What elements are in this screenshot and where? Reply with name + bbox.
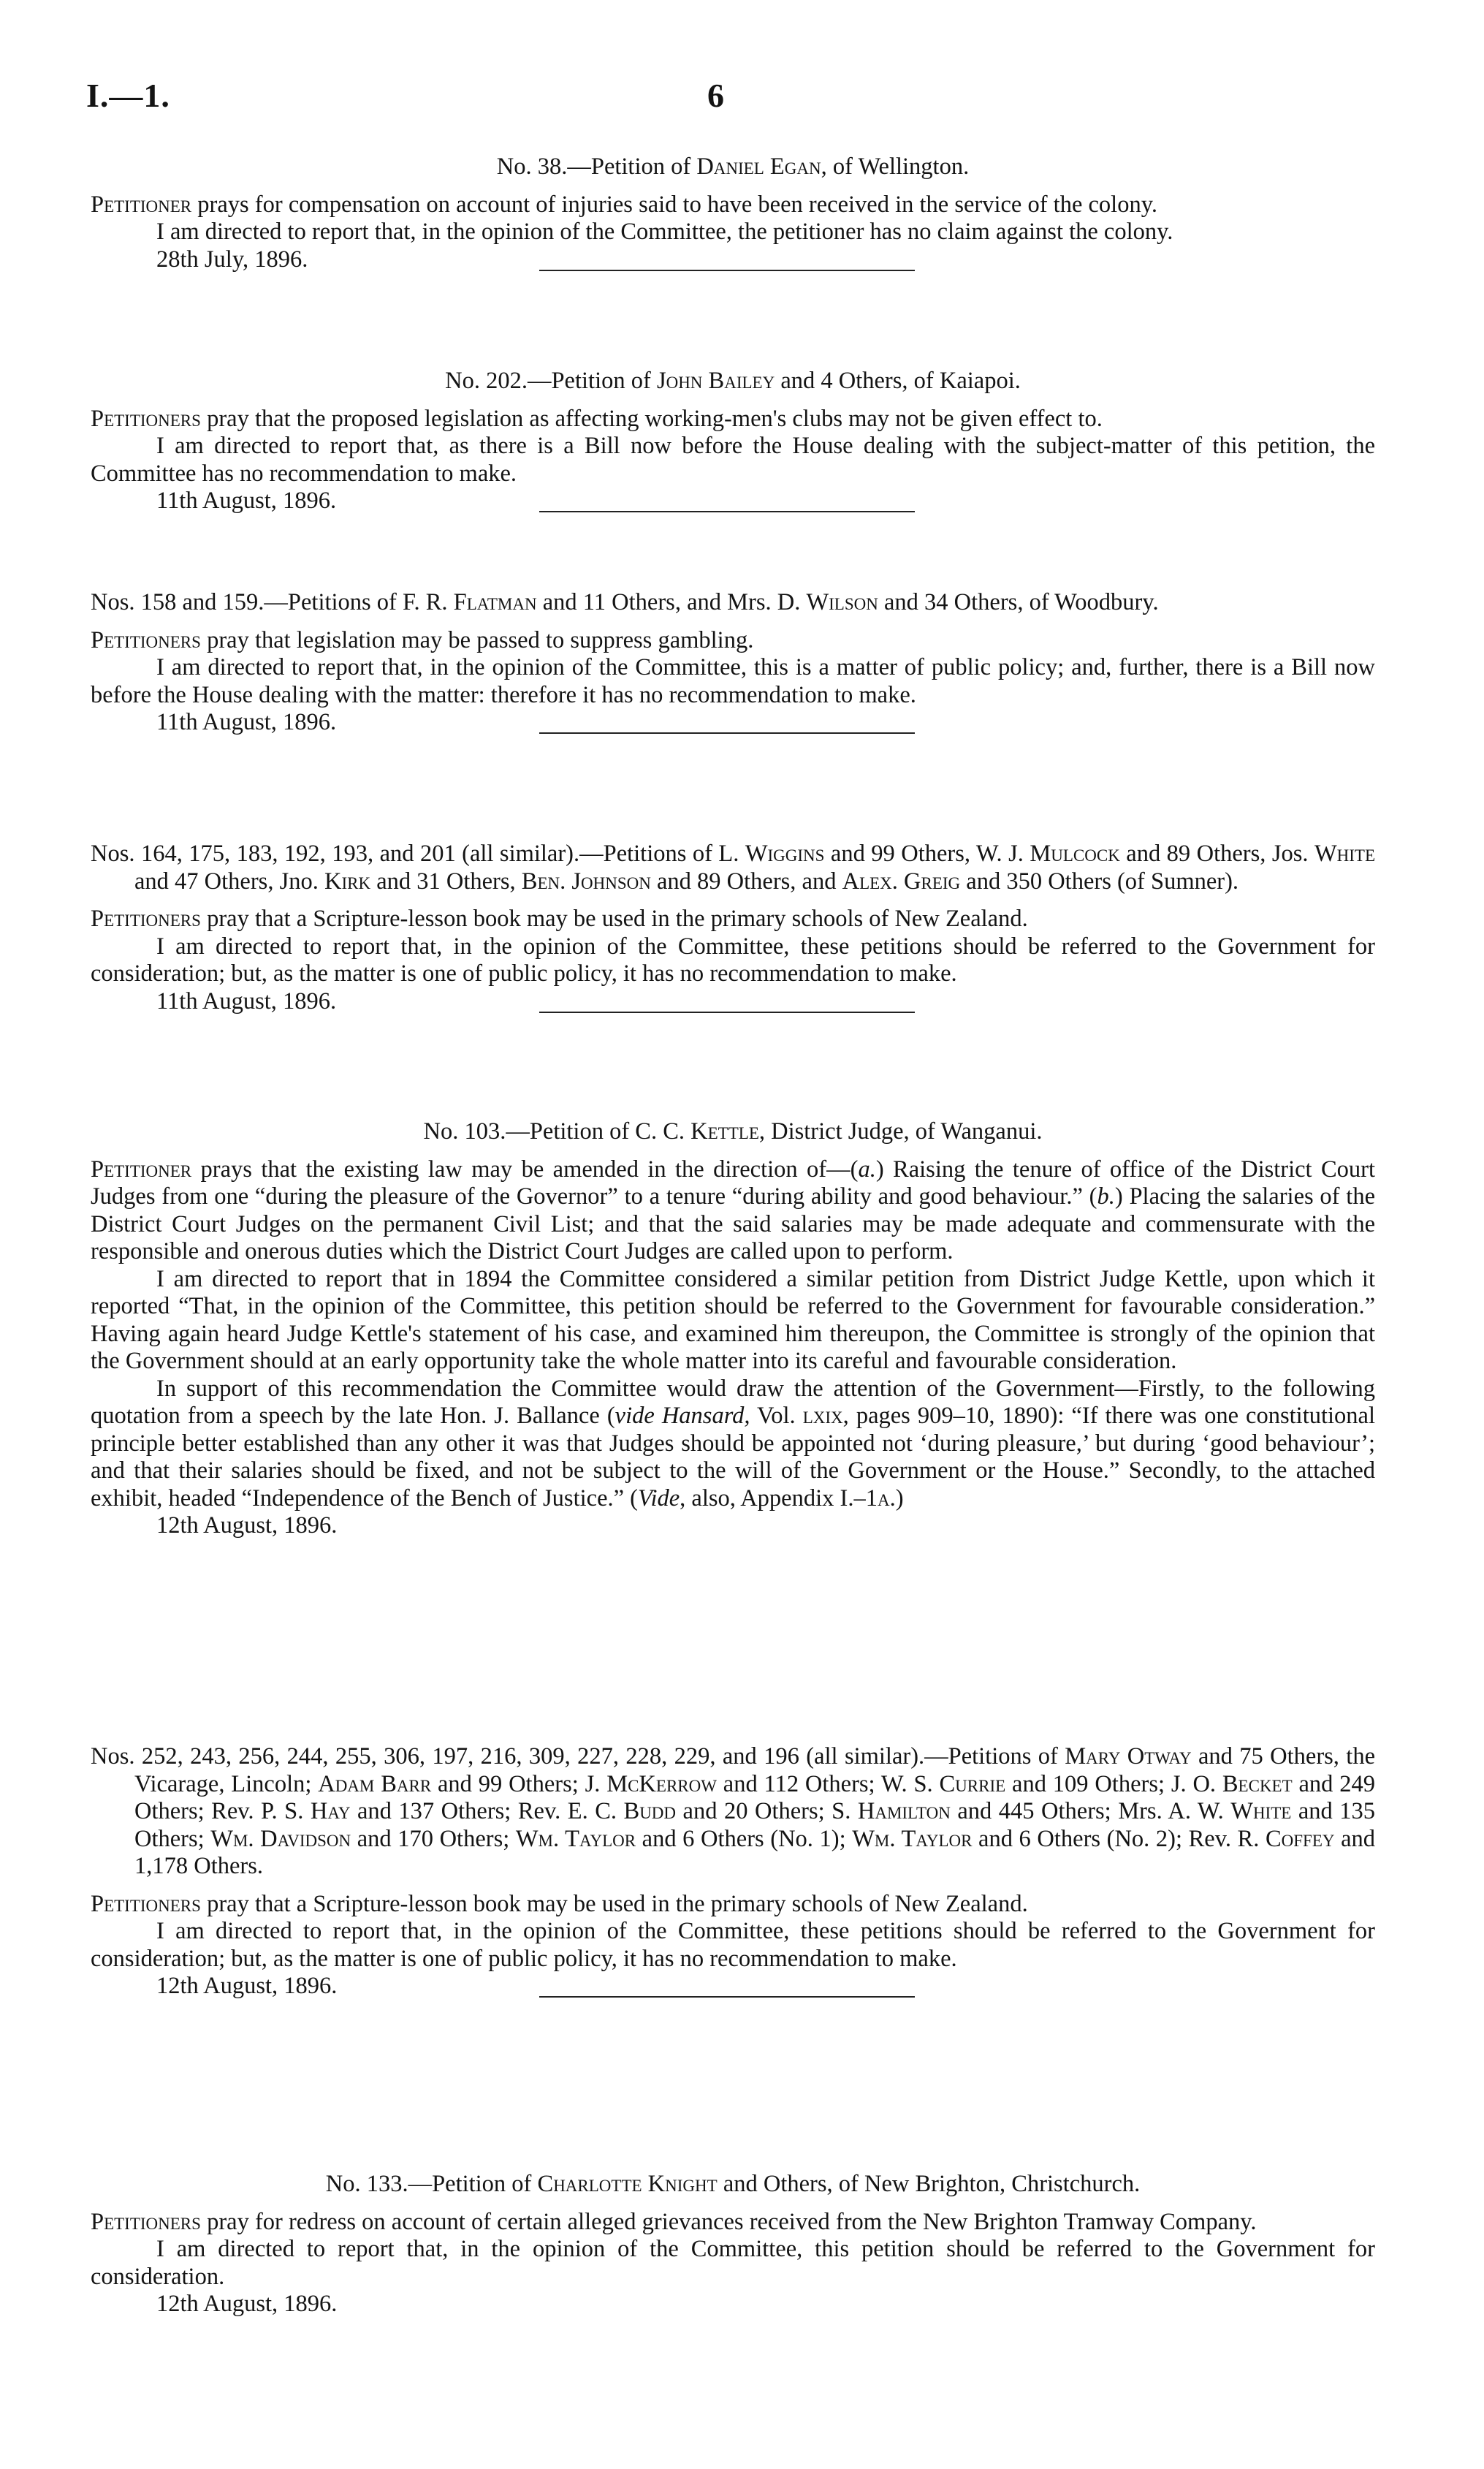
petition-prayer: Petitioners pray that a Scripture-lesson book may be used in the primary schools of New Zealand.	[91, 1890, 1028, 1917]
petition-prayer: Petitioner prays that the existing law may be amended in the direction of—(a.) Raising the tenure of office of the District Court Judges from one “during the pleasure of the Governor” to a tenure “during ability and good behaviour.” (b.) Placing the salaries of the District Court Judges on the permanent Civil List; and that the said salaries may be made adequate and commensurate with the responsible and onerous duties which the District Court Judges are called upon to perform.	[91, 1156, 1376, 1264]
petition-prayer: Petitioners pray that legislation may be passed to suppress gambling.	[91, 626, 754, 653]
report-date: 11th August, 1896.	[156, 488, 337, 514]
petition-title: No. 103.—Petition of C. C. Kettle, District Judge, of Wanganui.	[423, 1118, 1043, 1145]
committee-report: I am directed to report that, in the opinion of the Committee, this is a matter of public policy; and, further, there is a Bill now before the House dealing with the matter: therefore it has no recommendation to make.	[91, 654, 1375, 708]
committee-report: I am directed to report that, in the opinion of the Committee, the petitioner has no claim against the colony.	[156, 219, 1173, 245]
document-reference: I.—1.	[86, 77, 170, 114]
committee-report-support: In support of this recommendation the Committee would draw the attention of the Government—Firstly, to the following quotation from a speech by the late Hon. J. Ballance (vide Hansard, Vol. lxix, pages 909–10, 1890): “If there was one constitutional principle better established than any other it was that Judges should be appointed not ‘during pleasure,’ but during ‘good behaviour’; and that their salaries should be fixed, and not be subject to the will of the Government or the House.” Secondly, to the attached exhibit, headed “Independence of the Bench of Justice.” (Vide, also, Appendix I.–1a.)	[91, 1375, 1375, 1512]
petition-title: Nos. 252, 243, 256, 244, 255, 306, 197, 216, 309, 227, 228, 229, and 196 (all similar).—Petitions of Mary Otway and 75 Others, the Vicarage, Lincoln; Adam Barr and 99 Others; J. McKerrow and 112 Others; W. S. Currie and 109 Others; J. O. Becket and 249 Others; Rev. P. S. Hay and 137 Others; Rev. E. C. Budd and 20 Others; S. Hamilton and 445 Others; Mrs. A. W. White and 135 Others; Wm. Davidson and 170 Others; Wm. Taylor and 6 Others (No. 1); Wm. Taylor and 6 Others (No. 2); Rev. R. Coffey and 1,178 Others.	[91, 1743, 1376, 1879]
section-divider	[539, 1996, 915, 1998]
report-date: 12th August, 1896.	[156, 2291, 338, 2317]
petition-section-38	[91, 153, 1375, 276]
petition-title: No. 202.—Petition of John Bailey and 4 Others, of Kaiapoi.	[445, 368, 1021, 394]
page-number: 6	[707, 77, 725, 114]
section-divider	[539, 270, 915, 271]
petition-section-202	[91, 368, 1375, 517]
section-divider	[539, 732, 915, 734]
petition-section-133	[91, 2171, 1375, 2320]
report-date: 12th August, 1896.	[156, 1973, 338, 1999]
committee-report: I am directed to report that, in the opinion of the Committee, this petition should be referred to the Government for consideration.	[91, 2236, 1375, 2290]
committee-report: I am directed to report that, in the opinion of the Committee, these petitions should be referred to the Government for consideration; but, as the matter is one of public policy, it has no recommendation to make.	[91, 1918, 1375, 1972]
petition-section-158-159	[91, 589, 1375, 738]
petition-title: No. 133.—Petition of Charlotte Knight and Others, of New Brighton, Christchurch.	[325, 2171, 1141, 2197]
petition-prayer: Petitioner prays for compensation on account of injuries said to have been received in the service of the colony.	[91, 191, 1157, 218]
petition-prayer: Petitioners pray for redress on account of certain alleged grievances received from the New Brighton Tramway Company.	[91, 2208, 1257, 2235]
petition-title: Nos. 164, 175, 183, 192, 193, and 201 (all similar).—Petitions of L. Wiggins and 99 Others, W. J. Mulcock and 89 Others, Jos. White and 47 Others, Jno. Kirk and 31 Others, Ben. Johnson and 89 Others, and Alex. Greig and 350 Others (of Sumner).	[91, 841, 1376, 895]
petition-prayer: Petitioners pray that the proposed legislation as affecting working-men's clubs may not be given effect to.	[91, 405, 1103, 432]
petition-section-103	[91, 1118, 1375, 1541]
committee-report: I am directed to report that, in the opinion of the Committee, these petitions should be referred to the Government for consideration; but, as the matter is one of public policy, it has no recommendation to make.	[91, 933, 1375, 987]
report-date: 11th August, 1896.	[156, 987, 337, 1014]
petition-title: Nos. 158 and 159.—Petitions of F. R. Flatman and 11 Others, and Mrs. D. Wilson and 34 Others, of Woodbury.	[91, 589, 1159, 615]
report-date: 12th August, 1896.	[156, 1512, 338, 1539]
report-date: 11th August, 1896.	[156, 709, 337, 735]
petition-title: No. 38.—Petition of Daniel Egan, of Wellington.	[496, 153, 970, 180]
committee-report: I am directed to report that in 1894 the Committee considered a similar petition from District Judge Kettle, upon which it reported “That, in the opinion of the Committee, this petition should be referred to the Government for favourable consideration.” Having again heard Judge Kettle's statement of his case, and examined him thereupon, the Committee is strongly of the opinion that the Government should at an early opportunity take the whole matter into its careful and favourable consideration.	[91, 1265, 1375, 1374]
petition-prayer: Petitioners pray that a Scripture-lesson book may be used in the primary schools of New Zealand.	[91, 906, 1028, 932]
petition-section-252-196	[91, 1743, 1375, 2002]
report-date: 28th July, 1896.	[156, 246, 308, 273]
section-divider	[539, 511, 915, 512]
section-divider	[539, 1012, 915, 1013]
committee-report: I am directed to report that, as there is a Bill now before the House dealing with the subject-matter of this petition, the Committee has no recommendation to make.	[91, 433, 1375, 487]
petition-section-164-201	[91, 841, 1375, 1017]
